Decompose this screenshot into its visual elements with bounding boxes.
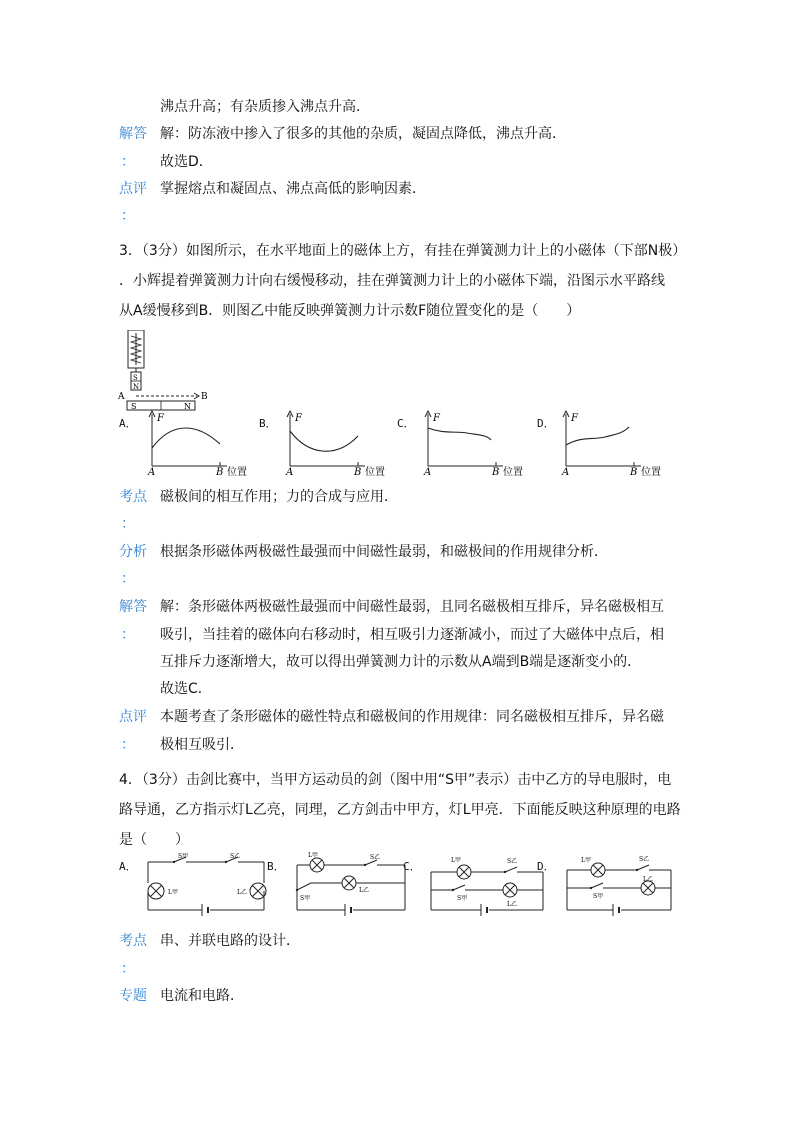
circuit-d[interactable]	[563, 852, 677, 918]
q3-fenxi-label: 分析	[119, 544, 147, 560]
q4-option-c[interactable]: C．	[403, 860, 421, 873]
svg-text:L甲: L甲	[451, 857, 461, 864]
graph-b[interactable]	[281, 408, 393, 478]
svg-text:S甲: S甲	[300, 895, 311, 902]
svg-text:B: B	[630, 467, 638, 478]
graph-c[interactable]	[419, 408, 531, 478]
svg-text:位置: 位置	[227, 467, 247, 478]
q3-option-c[interactable]: C．	[397, 417, 415, 430]
q3-dianping-line2: 极相互吸引．	[160, 737, 244, 753]
q4-option-b[interactable]: B．	[267, 860, 285, 873]
q3-jieda-line4: 故选C．	[160, 681, 212, 697]
q3-dianping-line1: 本题考查了条形磁体的磁性特点和磁极间的作用规律：同名磁极相互排斥，异名磁	[160, 709, 664, 725]
svg-text:B: B	[492, 467, 500, 478]
q4-stem-line1: 4．（3分）击剑比赛中，当甲方运动员的剑（图中用“S甲”表示）击中乙方的导电服时，电	[119, 772, 672, 788]
svg-text:S甲: S甲	[178, 853, 189, 860]
q3-option-d[interactable]: D．	[537, 417, 555, 430]
svg-text:位置: 位置	[641, 467, 661, 478]
graph-b-curve	[290, 431, 358, 451]
svg-text:L乙: L乙	[359, 887, 369, 894]
q2-text-line: 沸点升高；有杂质掺入沸点升高．	[160, 99, 370, 115]
q4-option-a[interactable]: A．	[119, 860, 137, 873]
colon: ：	[121, 516, 135, 532]
circuit-a[interactable]	[144, 852, 272, 918]
colon: ：	[121, 154, 135, 170]
svg-text:S乙: S乙	[507, 858, 518, 865]
colon: ：	[121, 208, 135, 224]
q4-kaodian-label: 考点	[119, 933, 147, 949]
svg-text:S乙: S乙	[639, 856, 650, 863]
svg-text:A: A	[562, 467, 570, 478]
q3-jieda-label: 解答	[119, 599, 147, 615]
q3-dianping-label: 点评	[119, 709, 147, 725]
bar-magnet-n: N	[184, 402, 191, 411]
colon: ：	[121, 571, 135, 587]
q2-answer-line2: 故选D．	[160, 154, 213, 170]
q3-stem-line2: ．小辉提着弹簧测力计向右缓慢移动，挂在弹簧测力计上的小磁体下端，沿图示水平路线	[119, 273, 665, 289]
svg-text:L甲: L甲	[581, 857, 591, 864]
q4-stem-line2: 路导通，乙方指示灯L乙亮，同理，乙方剑击中甲方，灯L甲亮．下面能反映这种原理的电路	[119, 802, 681, 818]
svg-text:A: A	[286, 467, 294, 478]
small-magnet-s: S	[133, 374, 138, 382]
q3-kaodian-text: 磁极间的相互作用；力的合成与应用．	[160, 489, 398, 505]
q4-zhuanti-text: 电流和电路．	[160, 988, 244, 1004]
bar-magnet-s: S	[131, 402, 137, 411]
q3-jieda-line3: 互排斥力逐渐增大，故可以得出弹簧测力计的示数从A端到B端是逐渐变小的．	[160, 654, 642, 670]
q4-stem-line3: 是（ ）	[119, 832, 189, 848]
circuit-c[interactable]	[427, 852, 547, 918]
q3-fenxi-text: 根据条形磁体两极磁性最强而中间磁性最弱，和磁极间的作用规律分析．	[160, 544, 608, 560]
q4-zhuanti-label: 专题	[119, 988, 147, 1004]
graph-d-curve	[566, 427, 629, 445]
svg-text:B: B	[354, 467, 362, 478]
q4-kaodian-text: 串、并联电路的设计．	[160, 933, 300, 949]
q2-answer-line1: 解：防冻液中掺入了很多的其他的杂质，凝固点降低，沸点升高．	[160, 126, 566, 142]
q3-option-b[interactable]: B．	[259, 417, 277, 430]
svg-text:F: F	[157, 413, 164, 424]
q3-jieda-line2: 吸引，当挂着的磁体向右移动时，相互吸引力逐渐减小，而过了大磁体中点后，相	[160, 627, 664, 643]
q3-stem-line1: 3．（3分）如图所示，在水平地面上的磁体上方，有挂在弹簧测力计上的小磁体（下部N极）	[119, 243, 687, 259]
svg-text:B: B	[216, 467, 224, 478]
svg-text:L乙: L乙	[643, 876, 653, 883]
small-magnet-n: N	[133, 383, 140, 391]
colon: ：	[121, 737, 135, 753]
svg-text:S甲: S甲	[593, 893, 604, 900]
q4-option-d[interactable]: D．	[537, 860, 555, 873]
q2-review-label: 点评	[119, 181, 147, 197]
svg-text:L乙: L乙	[507, 901, 517, 908]
svg-text:F: F	[571, 413, 578, 424]
svg-text:A: A	[424, 467, 432, 478]
magnet-figure	[117, 330, 209, 412]
graph-c-curve	[428, 428, 491, 440]
svg-text:S乙: S乙	[230, 853, 241, 860]
q3-option-a[interactable]: A．	[119, 417, 137, 430]
graph-d[interactable]	[557, 408, 669, 478]
q2-review-line1: 掌握熔点和凝固点、沸点高低的影响因素．	[160, 181, 426, 197]
circuit-b[interactable]	[291, 852, 411, 918]
svg-text:位置: 位置	[365, 467, 385, 478]
point-a-label: A	[118, 392, 125, 402]
graph-a-curve	[152, 428, 220, 448]
svg-text:F: F	[295, 413, 302, 424]
q3-stem-line3: 从A缓慢移到B．则图乙中能反映弹簧测力计示数F随位置变化的是（ ）	[119, 303, 581, 319]
svg-text:F: F	[433, 413, 440, 424]
point-b-label: B	[201, 392, 208, 402]
svg-text:S甲: S甲	[457, 895, 468, 902]
colon: ：	[121, 627, 135, 643]
graph-a[interactable]	[143, 408, 255, 478]
svg-text:L甲: L甲	[308, 852, 318, 859]
svg-text:L甲: L甲	[168, 889, 178, 896]
svg-text:L乙: L乙	[237, 889, 247, 896]
q2-answer-label: 解答	[119, 126, 147, 142]
q3-jieda-line1: 解：条形磁体两极磁性最强而中间磁性最弱，且同名磁极相互排斥，异名磁极相互	[160, 599, 664, 615]
colon: ：	[121, 961, 135, 977]
svg-text:A: A	[148, 467, 156, 478]
svg-text:位置: 位置	[503, 467, 523, 478]
q3-kaodian-label: 考点	[119, 489, 147, 505]
svg-text:S乙: S乙	[370, 854, 381, 861]
